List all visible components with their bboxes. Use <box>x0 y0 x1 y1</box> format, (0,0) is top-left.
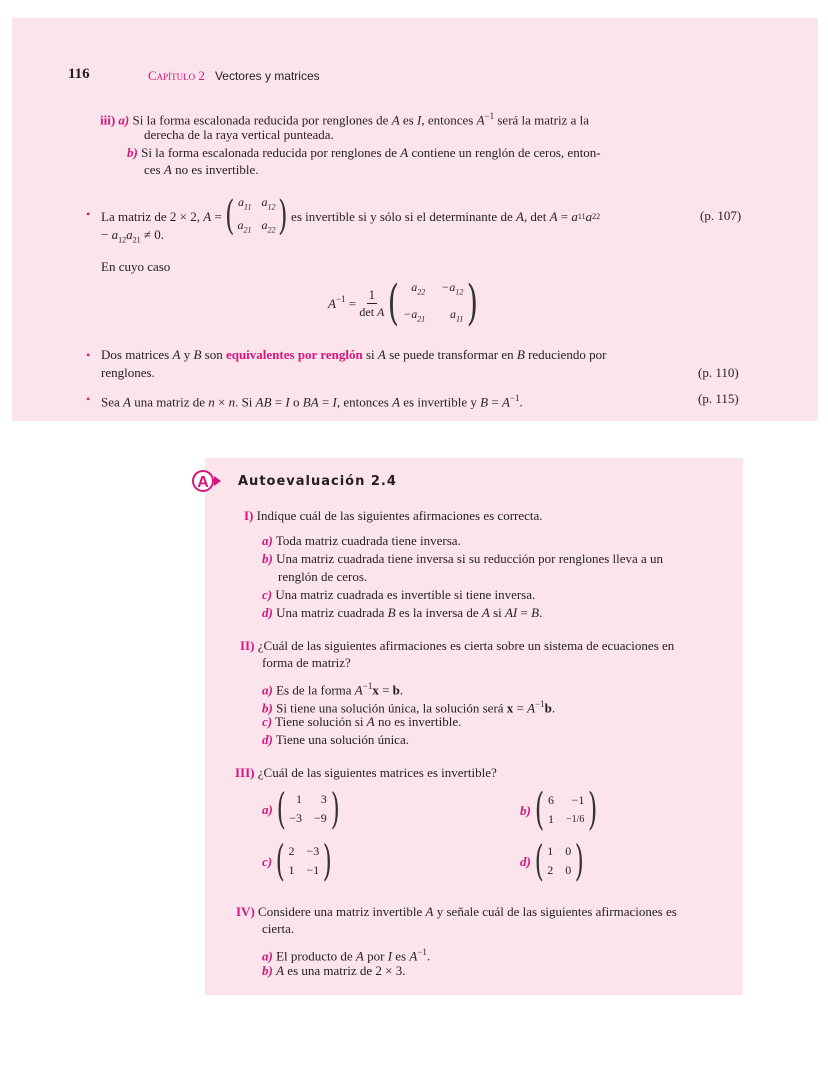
q1-option-d: d) Una matriz cuadrada B es la inversa de A si AI = B. <box>262 605 543 620</box>
question-3: III) ¿Cuál de las siguientes matrices es invertible? <box>235 765 497 780</box>
item-iii-b: b) Si la forma escalonada reducida por renglones de A contiene un renglón de ceros, enton- <box>127 145 601 160</box>
item-iii-a-line2: derecha de la raya vertical punteada. <box>144 127 334 142</box>
page-number: 116 <box>68 66 90 82</box>
q1-option-c: c) Una matriz cuadrada es invertible si tiene inversa. <box>262 587 536 602</box>
chapter-label: Capítulo 2 <box>148 68 205 83</box>
question-1: I) Indique cuál de las siguientes afirmaciones es correcta. <box>244 508 543 523</box>
question-4: IV) Considere una matriz invertible A y señale cuál de las siguientes afirmaciones es <box>236 904 677 919</box>
q3-option-b: b) ( 6 −1 1 −1/6 ) <box>520 784 598 835</box>
matrix-a-2x2: ( $a_{11}$ $a_{12}$ $a_{21}$ $a_{22}$ ) <box>224 193 288 239</box>
bullet-2x2: La matriz de 2 × 2, A = ( $a_{11}$ $a_{12}$ $a_{21}$ $a_{22}$ ) es invertible si y sólo si el determinante de A , det A = a 11 a 22 <box>101 193 601 239</box>
inverse-formula: A $^{-1}$ = 1 det A ( $a_{22}$ $-a_{12}$ $-a_{21}$ $a_{11}$ ) <box>328 280 482 326</box>
bullet-inverse-check: Sea A una matriz de n × n. Si AB = I o BA = I, entonces A es invertible y $B = A^{-1}$. <box>101 393 523 410</box>
question-2: II) ¿Cuál de las siguientes afirmaciones es cierta sobre un sistema de ecuaciones en <box>240 638 675 653</box>
bullet-2x2-line2: − $a_{12}a_{21} \ne 0$. <box>101 227 164 245</box>
q2-option-d: d) Tiene una solución única. <box>262 732 409 747</box>
q2-option-b: b) Si tiene una solución única, la solución será $x = A^{-1}b$. <box>262 699 556 716</box>
q3-option-a: a) ( 1 3 −3 −9 ) <box>262 784 340 833</box>
bullet-icon: • <box>86 207 91 221</box>
triangle-icon <box>214 476 221 486</box>
self-eval-badge-icon: A <box>192 470 214 492</box>
q4-option-a: a) El producto de A por I es $A^{-1}$. <box>262 947 431 964</box>
self-eval-title: Autoevaluación 2.4 <box>238 474 397 489</box>
bullet-equivalent: Dos matrices A y B son equivalentes por renglón si A se puede transformar en B reduciendo por <box>101 347 607 362</box>
inverse-matrix: ( $a_{22}$ $-a_{12}$ $-a_{21}$ $a_{11}$ ) <box>388 275 479 331</box>
en-cuyo-caso: En cuyo caso <box>101 259 171 274</box>
q3-option-d: d) ( 1 0 2 0 ) <box>520 836 584 885</box>
question-2-line2: forma de matriz? <box>262 655 351 670</box>
bullet-icon: • <box>86 348 91 362</box>
q1-option-b-line2: renglón de ceros. <box>278 569 368 584</box>
q2-option-a: a) Es de la forma $A^{-1}x = b$. <box>262 681 404 698</box>
item-iii-b-line2: ces A no es invertible. <box>144 162 259 177</box>
ref-p110: (p. 110) <box>698 365 739 380</box>
item-iii-a: iii) a) Si la forma escalonada reducida por renglones de A es I, entonces $A^{-1}$ será la matriz a la <box>100 111 590 128</box>
q2-option-c: c) Tiene solución si A no es invertible. <box>262 714 462 729</box>
q1-option-a: a) Toda matriz cuadrada tiene inversa. <box>262 533 461 548</box>
q3-option-c: c) ( 2 −3 1 −1 ) <box>262 836 332 885</box>
ref-p115: (p. 115) <box>698 391 739 406</box>
q1-option-b: b) Una matriz cuadrada tiene inversa si su reducción por renglones lleva a un <box>262 551 664 566</box>
chapter-header <box>148 68 320 84</box>
q4-option-b: b) A es una matriz de 2 × 3. <box>262 963 406 978</box>
question-4-line2: cierta. <box>262 921 295 936</box>
bullet-icon: • <box>86 392 91 406</box>
bullet-equivalent-line2: renglones. <box>101 365 155 380</box>
chapter-title: Vectores y matrices <box>214 69 320 83</box>
ref-p107: (p. 107) <box>700 208 742 223</box>
